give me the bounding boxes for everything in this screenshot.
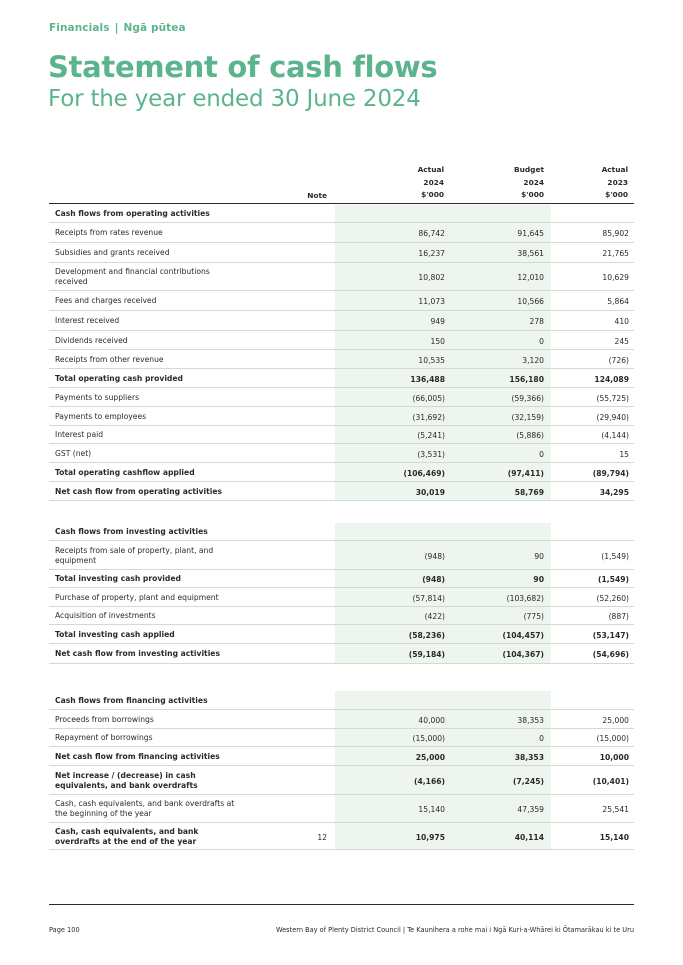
row-actual-2024: (3,531)	[417, 449, 445, 459]
table-row	[49, 463, 634, 482]
row-budget-2024: 3,120	[522, 355, 544, 365]
row-label: Net increase / (decrease) in cash equivalents, and bank overdrafts	[55, 770, 198, 790]
page-subtitle: For the year ended 30 June 2024	[48, 86, 421, 112]
table-row	[49, 588, 634, 607]
table-row	[49, 729, 634, 747]
col-budget-2024-type: Budget	[513, 165, 544, 174]
row-actual-2023: (4,144)	[601, 431, 629, 440]
table-row	[49, 625, 634, 644]
row-actual-2024: 136,488	[410, 374, 445, 384]
col-actual-2023-year: 2023	[607, 177, 628, 187]
row-actual-2023: (1,549)	[598, 575, 629, 584]
footer-rule	[49, 904, 634, 905]
row-actual-2023: 25,000	[602, 715, 629, 725]
col-actual-2024-unit: $'000	[421, 190, 444, 199]
table-row	[49, 407, 634, 426]
row-actual-2023: (89,794)	[592, 468, 629, 478]
row-note: 12	[317, 832, 327, 842]
table-row	[49, 350, 634, 369]
row-label: Total operating cashflow applied	[55, 467, 195, 477]
note-header: Note	[307, 191, 327, 200]
table-row	[49, 482, 634, 501]
row-label: Cash flows from financing activities	[55, 695, 208, 705]
row-budget-2024: (104,457)	[502, 630, 544, 640]
row-actual-2023: 10,000	[599, 752, 629, 762]
header-rule	[49, 203, 634, 204]
row-budget-2024: (103,682)	[506, 593, 544, 603]
row-label: Acquisition of investments	[55, 611, 156, 620]
row-budget-2024: 38,353	[514, 752, 544, 762]
row-actual-2024: (57,814)	[412, 593, 445, 603]
row-budget-2024: 47,359	[517, 805, 544, 814]
col-budget-2024-unit: $'000	[521, 190, 544, 199]
row-actual-2024: (4,166)	[414, 776, 445, 786]
col-actual-2024-year: 2024	[423, 177, 444, 187]
row-actual-2024: (31,692)	[412, 412, 445, 422]
row-label: Subsidies and grants received	[55, 248, 170, 257]
row-budget-2024: (104,367)	[502, 650, 544, 659]
row-budget-2024: 0	[539, 734, 544, 743]
row-actual-2023: 124,089	[594, 374, 629, 384]
row-label: Dividends received	[55, 335, 128, 345]
row-actual-2024: 150	[430, 336, 445, 346]
row-actual-2023: (29,940)	[596, 412, 629, 422]
row-budget-2024: 38,353	[517, 715, 544, 725]
row-label: Repayment of borrowings	[55, 733, 153, 742]
row-actual-2024: 949	[430, 317, 445, 326]
row-actual-2023: 10,629	[602, 273, 629, 282]
table-row	[49, 747, 634, 766]
table-row	[49, 291, 634, 311]
col-budget-2024-header	[474, 164, 544, 202]
table-row	[49, 710, 634, 729]
table-row	[49, 263, 634, 291]
row-actual-2024: 15,140	[418, 805, 445, 814]
row-budget-2024: 156,180	[509, 374, 544, 384]
row-actual-2024: (5,241)	[417, 431, 445, 440]
row-label: Proceeds from borrowings	[55, 714, 154, 724]
row-label: Total investing cash applied	[55, 629, 175, 639]
row-actual-2024: 10,802	[418, 273, 445, 282]
table-row	[49, 444, 634, 463]
row-label: Cash flows from operating activities	[55, 209, 210, 218]
row-actual-2024: 10,535	[418, 355, 445, 365]
row-actual-2023: 21,765	[602, 249, 629, 258]
row-label: Payments to suppliers	[55, 392, 140, 402]
row-actual-2023: 85,902	[602, 229, 629, 238]
row-actual-2023: (15,000)	[596, 734, 629, 743]
row-budget-2024: (32,159)	[511, 412, 544, 422]
row-label: Net cash flow from operating activities	[55, 486, 223, 496]
row-actual-2023: 5,864	[607, 297, 629, 306]
row-actual-2024: (106,469)	[403, 468, 445, 478]
row-actual-2023: (52,260)	[596, 593, 629, 603]
row-label: Cash, cash equivalents, and bank overdrafts at the end of the year	[55, 826, 199, 846]
col-actual-2024-type: Actual	[417, 165, 444, 174]
row-actual-2023: (54,696)	[592, 650, 629, 659]
row-label: GST (net)	[55, 448, 92, 458]
page-number: Page 100	[49, 926, 80, 934]
page-title: Statement of cash flows	[48, 50, 438, 84]
row-budget-2024: 0	[539, 449, 544, 459]
table-row	[49, 311, 634, 331]
table-row	[49, 644, 634, 664]
col-actual-2023-header	[558, 164, 628, 202]
row-budget-2024: 91,645	[517, 229, 544, 238]
row-actual-2024: (66,005)	[412, 393, 445, 403]
row-actual-2024: 86,742	[418, 229, 445, 238]
row-label: Net cash flow from financing activities	[55, 751, 220, 761]
row-budget-2024: 12,010	[517, 273, 544, 282]
row-budget-2024: (59,366)	[511, 393, 544, 403]
table-row	[49, 607, 634, 625]
table-row	[49, 388, 634, 407]
row-actual-2023: 15	[619, 449, 629, 459]
row-actual-2023: (887)	[608, 612, 629, 621]
col-budget-2024-year: 2024	[523, 177, 544, 187]
row-label: Purchase of property, plant and equipment	[55, 592, 219, 602]
table-row	[49, 541, 634, 570]
table-row	[49, 570, 634, 588]
row-label: Cash, cash equivalents, and bank overdrafts at the beginning of the year	[55, 799, 235, 818]
row-actual-2023: (10,401)	[592, 776, 629, 786]
row-actual-2024: 40,000	[418, 715, 445, 725]
row-actual-2024: (422)	[424, 612, 445, 621]
breadcrumb-section: Financials	[49, 22, 110, 34]
footer-org: Western Bay of Plenty District Council | Te Kaunihera a rohe mai i Ngā Kuri-a-Whārei ki Ōtamarākau ki te Uru	[275, 926, 634, 934]
row-label: Receipts from rates revenue	[55, 228, 163, 237]
row-actual-2024: (948)	[422, 575, 445, 584]
row-budget-2024: (5,886)	[516, 431, 544, 440]
row-actual-2024: (948)	[424, 551, 445, 561]
row-actual-2023: 34,295	[599, 487, 629, 497]
col-actual-2023-type: Actual	[601, 165, 628, 174]
row-budget-2024: 90	[534, 551, 544, 561]
breadcrumb-section-maori: Ngā pūtea	[123, 22, 186, 34]
row-label: Cash flows from investing activities	[55, 527, 208, 536]
row-label: Total operating cash provided	[55, 373, 183, 383]
row-actual-2023: 25,541	[602, 805, 629, 814]
row-actual-2024: (59,184)	[408, 650, 445, 659]
table-row	[49, 223, 634, 243]
row-actual-2023: (726)	[608, 355, 629, 365]
row-label: Receipts from other revenue	[55, 354, 164, 364]
row-actual-2023: 410	[614, 317, 629, 326]
row-budget-2024: (7,245)	[513, 776, 544, 786]
section-heading-row	[49, 523, 634, 541]
row-actual-2024: 30,019	[415, 487, 445, 497]
row-actual-2024: 10,975	[415, 832, 445, 842]
section-heading-row	[49, 205, 634, 223]
row-budget-2024: 278	[529, 317, 544, 326]
row-label: Interest received	[55, 316, 120, 325]
table-row	[49, 426, 634, 444]
row-actual-2023: (55,725)	[596, 393, 629, 403]
row-label: Net cash flow from investing activities	[55, 649, 220, 658]
row-label: Payments to employees	[55, 411, 147, 421]
row-budget-2024: (97,411)	[507, 468, 544, 478]
row-label: Total investing cash provided	[55, 574, 181, 583]
row-label: Receipts from sale of property, plant, and equipment	[55, 545, 214, 565]
row-actual-2024: 11,073	[418, 297, 445, 306]
row-label: Interest paid	[55, 430, 104, 439]
table-row	[49, 795, 634, 823]
breadcrumb: Financials | Ngā pūtea	[49, 22, 186, 34]
row-budget-2024: 10,566	[517, 297, 544, 306]
table-row	[49, 243, 634, 263]
row-label: Fees and charges received	[55, 296, 157, 305]
row-budget-2024: 38,561	[517, 249, 544, 258]
table-row	[49, 823, 634, 850]
row-actual-2023: (53,147)	[592, 630, 629, 640]
row-actual-2024: 16,237	[418, 249, 445, 258]
row-budget-2024: (775)	[523, 612, 544, 621]
table-row	[49, 331, 634, 350]
table-row	[49, 369, 634, 388]
row-budget-2024: 90	[533, 575, 544, 584]
row-budget-2024: 40,114	[514, 832, 544, 842]
col-actual-2024-header	[374, 164, 444, 202]
row-budget-2024: 0	[539, 336, 544, 346]
row-actual-2023: 15,140	[599, 832, 629, 842]
section-heading-row	[49, 691, 634, 710]
table-row	[49, 766, 634, 795]
col-actual-2023-unit: $'000	[605, 190, 628, 199]
row-actual-2024: 25,000	[415, 752, 445, 762]
row-actual-2024: (15,000)	[412, 734, 445, 743]
row-actual-2023: (1,549)	[601, 551, 629, 561]
row-actual-2024: (58,236)	[408, 630, 445, 640]
row-budget-2024: 58,769	[514, 487, 544, 497]
row-actual-2023: 245	[614, 336, 629, 346]
row-label: Development and financial contributions received	[55, 267, 210, 286]
